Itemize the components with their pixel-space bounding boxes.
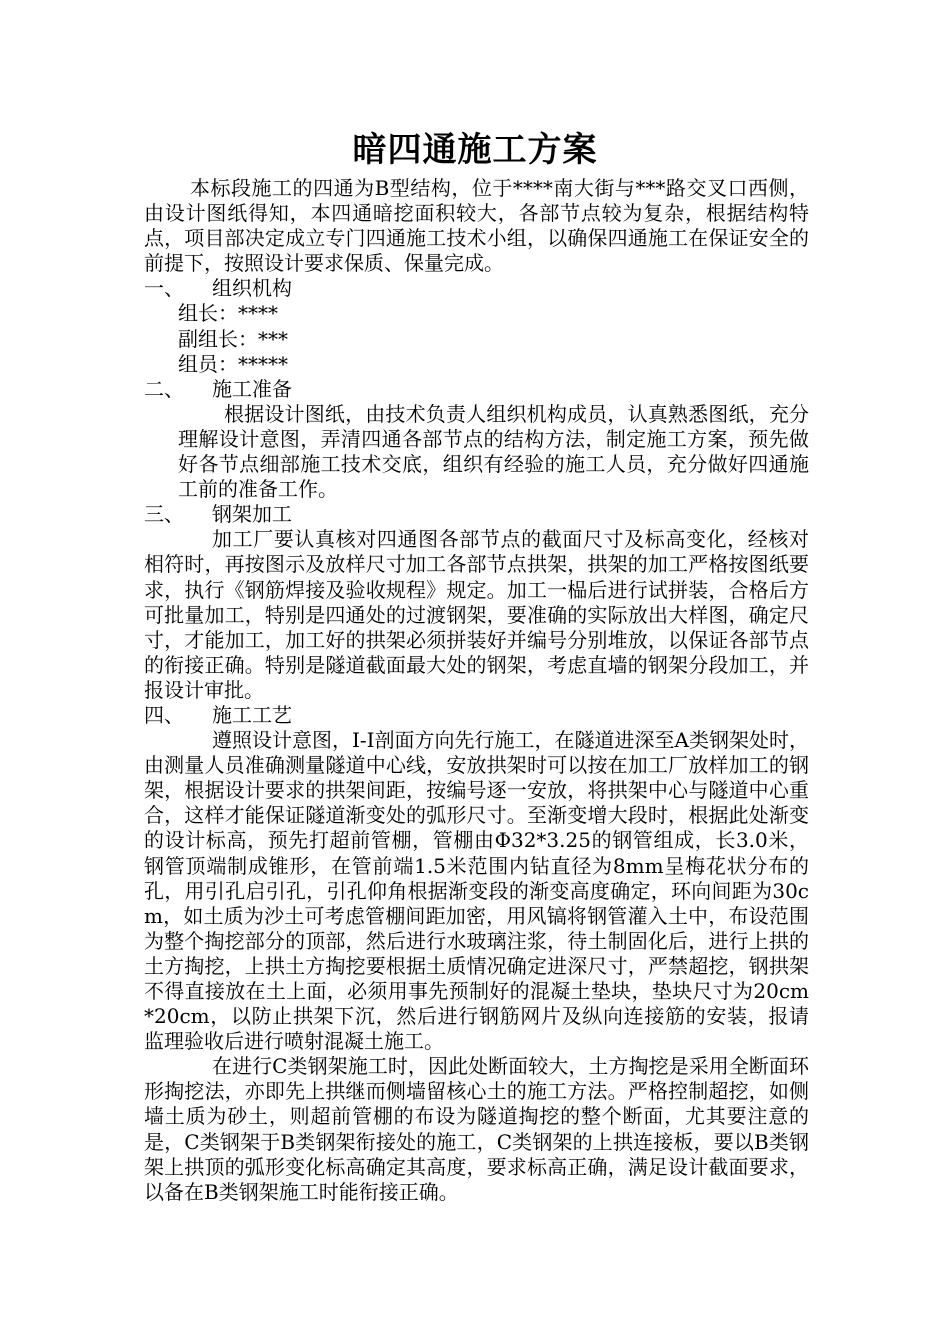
member-leader: 组长：****: [178, 301, 278, 326]
section-heading-process: [144, 703, 809, 728]
section-title: 施工工艺: [212, 702, 292, 727]
section-title: 组织机构: [212, 276, 292, 301]
section-number: 二、: [144, 376, 184, 401]
process-paragraph-2: 在进行C类钢架施工时，因此处断面较大，土方掏挖是采用全断面环形掏挖法，亦即先上拱继而侧墙留核心土的施工方法。严格控制超挖，如侧墙土质为砂土，则超前管棚的布设为隧道掏挖的整个断面，尤其要注意的是，C类钢架于B类钢架衔接处的施工，C类钢架的上拱连接板，要以B类钢架上拱顶的弧形变化标高确定其高度，要求标高正确，满足设计截面要求，以备在B类钢架施工时能衔接正确。: [144, 1054, 809, 1204]
section-title: 施工准备: [212, 376, 292, 401]
document-title: 暗四通施工方案: [352, 130, 598, 170]
steel-frame-paragraph: 加工厂要认真核对四通图各部节点的截面尺寸及标高变化，经核对相符时，再按图示及放样尺寸加工各部节点拱架，拱架的加工严格按图纸要求，执行《钢筋焊接及验收规程》规定。加工一榀后进行试拼装，合格后方可批量加工，特别是四通处的过渡钢架，要准确的实际放出大样图，确定尺寸，才能加工，加工好的拱架必须拼装好并编号分别堆放，以保证各部节点的衔接正确。特别是隧道截面最大处的钢架，考虑直墙的钢架分段加工，并报设计审批。: [144, 527, 809, 702]
section-heading-preparation: [144, 377, 809, 402]
process-paragraph-1: 遵照设计意图，I-I剖面方向先行施工，在隧道进深至A类钢架处时，由测量人员准确测量隧道中心线，安放拱架时可以按在加工厂放样加工的钢架，根据设计要求的拱架间距，按编号逐一安放，将拱架中心与隧道中心重合，这样才能保证隧道渐变处的弧形尺寸。至渐变增大段时，根据此处渐变的设计标高，预先打超前管棚，管棚由Φ32*3.25的钢管组成，长3.0米，钢管顶端制成锥形，在管前端1.5米范围内钻直径为8mm呈梅花状分布的孔，用引孔启引孔，引孔仰角根据渐变段的渐变高度确定，环向间距为30cm，如土质为沙土可考虑管棚间距加密，用风镐将钢管灌入土中，布设范围为整个掏挖部分的顶部，然后进行水玻璃注浆，待土制固化后，进行上拱的土方掏挖，上拱土方掏挖要根据土质情况确定进深尺寸，严禁超挖，钢拱架不得直接放在土上面，必须用事先预制好的混凝土垫块，垫块尺寸为20cm*20cm，以防止拱架下沉，然后进行钢筋网片及纵向连接筋的安装，报请监理验收后进行喷射混凝土施工。: [144, 728, 810, 1054]
section-number: 四、: [144, 702, 184, 727]
intro-paragraph: 本标段施工的四通为B型结构，位于****南大街与***路交叉口西侧，由设计图纸得知，本四通暗挖面积较大，各部节点较为复杂，根据结构特点，项目部决定成立专门四通施工技术小组，以确保四通施工在保证安全的前提下，按照设计要求保质、保量完成。: [144, 176, 809, 276]
section-title: 钢架加工: [212, 502, 292, 527]
preparation-paragraph: 根据设计图纸，由技术负责人组织机构成员，认真熟悉图纸，充分理解设计意图，弄清四通各部节点的结构方法，制定施工方案，预先做好各节点细部施工技术交底，组织有经验的施工人员，充分做好四通施工前的准备工作。: [178, 401, 809, 502]
section-heading-steel-frame: [144, 502, 809, 527]
document-body: [144, 176, 809, 1205]
section-heading-organization: [144, 276, 809, 301]
section-number: 三、: [144, 502, 184, 527]
section-number: 一、: [144, 276, 184, 301]
member-deputy-leader: 副组长：***: [178, 326, 288, 351]
member-staff: 组员：*****: [178, 351, 288, 376]
